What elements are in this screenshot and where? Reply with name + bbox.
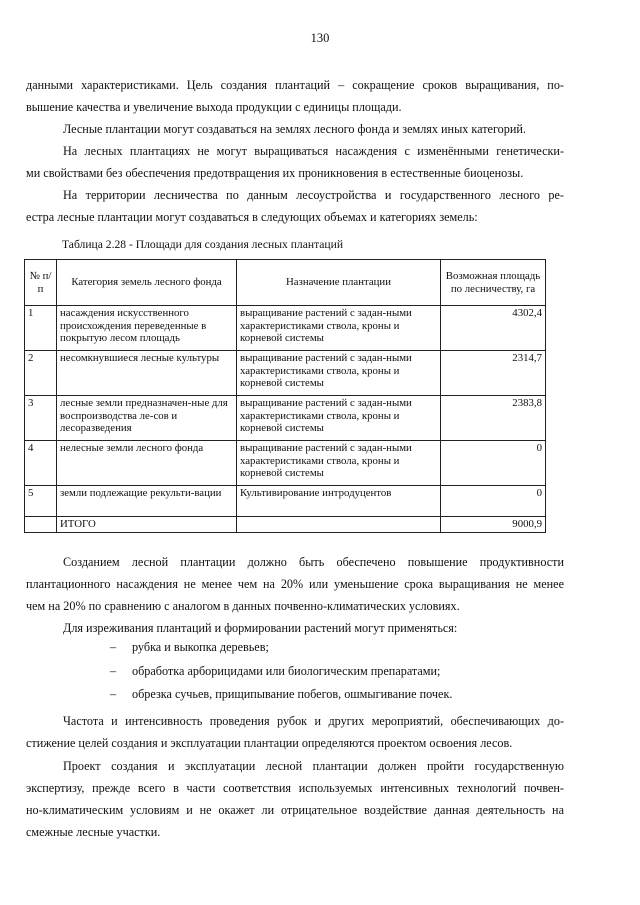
cell-area: 2383,8 <box>441 396 546 441</box>
cell-category: несомкнувшиеся лесные культуры <box>57 351 237 396</box>
page-number: 130 <box>310 31 330 45</box>
cell-num: 5 <box>25 486 57 517</box>
cell-area: 4302,4 <box>441 306 546 351</box>
cell-num <box>25 517 57 533</box>
paragraph-line: экспертизу, прежде всего в части соответствия используемых интенсивных технологий почвен- <box>26 781 564 795</box>
cell-area: 2314,7 <box>441 351 546 396</box>
table-row <box>25 486 546 517</box>
list-item <box>110 687 452 702</box>
cell-category: земли подлежащие рекульти-вации <box>57 486 237 517</box>
paragraph-genetic-restriction <box>26 140 564 184</box>
paragraph-line: Проект создания и эксплуатации лесной плантации должен пройти государственную <box>63 759 564 773</box>
paragraph-line: На территории лесничества по данным лесоустройства и государственного лесного ре- <box>63 188 564 202</box>
table-row <box>25 351 546 396</box>
paragraph-line: вышение качества и увеличение выхода продукции с единицы площади. <box>26 100 402 114</box>
bullet-dash: – <box>110 664 117 678</box>
cell-category: нелесные земли лесного фонда <box>57 441 237 486</box>
list-item-text: рубка и выкопка деревьев; <box>132 640 269 654</box>
cell-purpose: Культивирование интродуцентов <box>237 486 441 517</box>
table-caption: Таблица 2.28 - Площади для создания лесных плантаций <box>62 238 344 251</box>
cell-category: лесные земли предназначен-ные для воспроизводства ле-сов и лесоразведения <box>57 396 237 441</box>
list-item <box>110 664 440 679</box>
paragraph-thinning-methods <box>26 617 564 639</box>
paragraph-productivity <box>26 551 564 617</box>
cell-num: 4 <box>25 441 57 486</box>
cell-total-area: 9000,9 <box>441 517 546 533</box>
cell-purpose <box>237 517 441 533</box>
bullet-dash: – <box>110 640 117 654</box>
cell-num: 2 <box>25 351 57 396</box>
table-row <box>25 396 546 441</box>
table-header-row <box>25 260 546 306</box>
plantation-areas-table <box>24 259 546 533</box>
header-area: Возможная площадь по лесничеству, га <box>441 260 546 306</box>
paragraph-line: На лесных плантациях не могут выращиваться насаждения с изменёнными генетически- <box>63 144 564 158</box>
paragraph-line: ми свойствами без обеспечения предотвращения их проникновения в естественные биоценозы. <box>26 166 524 180</box>
table-row <box>25 441 546 486</box>
paragraph-line: данными характеристиками. Цель создания плантаций – сокращение сроков выращивания, по- <box>26 78 564 92</box>
paragraph-plantation-lands <box>26 118 564 140</box>
cell-purpose: выращивание растений с задан-ными характеристиками ствола, кроны и корневой системы <box>237 396 441 441</box>
cell-total-label: ИТОГО <box>57 517 237 533</box>
paragraph-line: Для изреживания плантаций и формировании растений могут применяться: <box>63 621 458 635</box>
paragraph-frequency <box>26 710 564 754</box>
paragraph-line: плантационного насаждения не менее чем на 20% или уменьшение срока выращивания не менее <box>26 577 564 591</box>
table-total-row <box>25 517 546 533</box>
paragraph-line: Созданием лесной плантации должно быть обеспечено повышение продуктивности <box>63 555 564 569</box>
bullet-dash: – <box>110 687 117 701</box>
cell-num: 1 <box>25 306 57 351</box>
paragraph-line: Лесные плантации могут создаваться на землях лесного фонда и землях иных категорий. <box>63 122 526 136</box>
paragraph-line: но-климатическим условиям и не окажет ли отрицательное воздействие данная деятельность на <box>26 803 564 817</box>
header-num: № п/п <box>25 260 57 306</box>
cell-purpose: выращивание растений с задан-ными характеристиками ствола, кроны и корневой системы <box>237 441 441 486</box>
paragraph-forestry-territory <box>26 184 564 228</box>
list-item-text: обрезка сучьев, прищипывание побегов, ошмыгивание почек. <box>132 687 453 701</box>
table-row <box>25 306 546 351</box>
paragraph-intro <box>26 74 564 118</box>
list-item-text: обработка арборицидами или биологическим препаратами; <box>132 664 441 678</box>
cell-purpose: выращивание растений с задан-ными характеристиками ствола, кроны и корневой системы <box>237 306 441 351</box>
paragraph-line: Частота и интенсивность проведения рубок и других мероприятий, обеспечивающих до- <box>63 714 564 728</box>
paragraph-line: смежные лесные участки. <box>26 825 161 839</box>
paragraph-line: естра лесные плантации могут создаваться в следующих объемах и категориях земель: <box>26 210 478 224</box>
paragraph-line: стижение целей создания и эксплуатации плантации определяются проектом освоения лесов. <box>26 736 513 750</box>
paragraph-expertise <box>26 755 564 843</box>
header-purpose: Назначение плантации <box>237 260 441 306</box>
list-item <box>110 640 269 655</box>
cell-area: 0 <box>441 486 546 517</box>
paragraph-line: чем на 20% по сравнению с аналогом в данных почвенно-климатических условиях. <box>26 599 460 613</box>
cell-area: 0 <box>441 441 546 486</box>
cell-num: 3 <box>25 396 57 441</box>
header-category: Категория земель лесного фонда <box>57 260 237 306</box>
cell-category: насаждения искусственного происхождения переведенные в покрытую лесом площадь <box>57 306 237 351</box>
cell-purpose: выращивание растений с задан-ными характеристиками ствола, кроны и корневой системы <box>237 351 441 396</box>
